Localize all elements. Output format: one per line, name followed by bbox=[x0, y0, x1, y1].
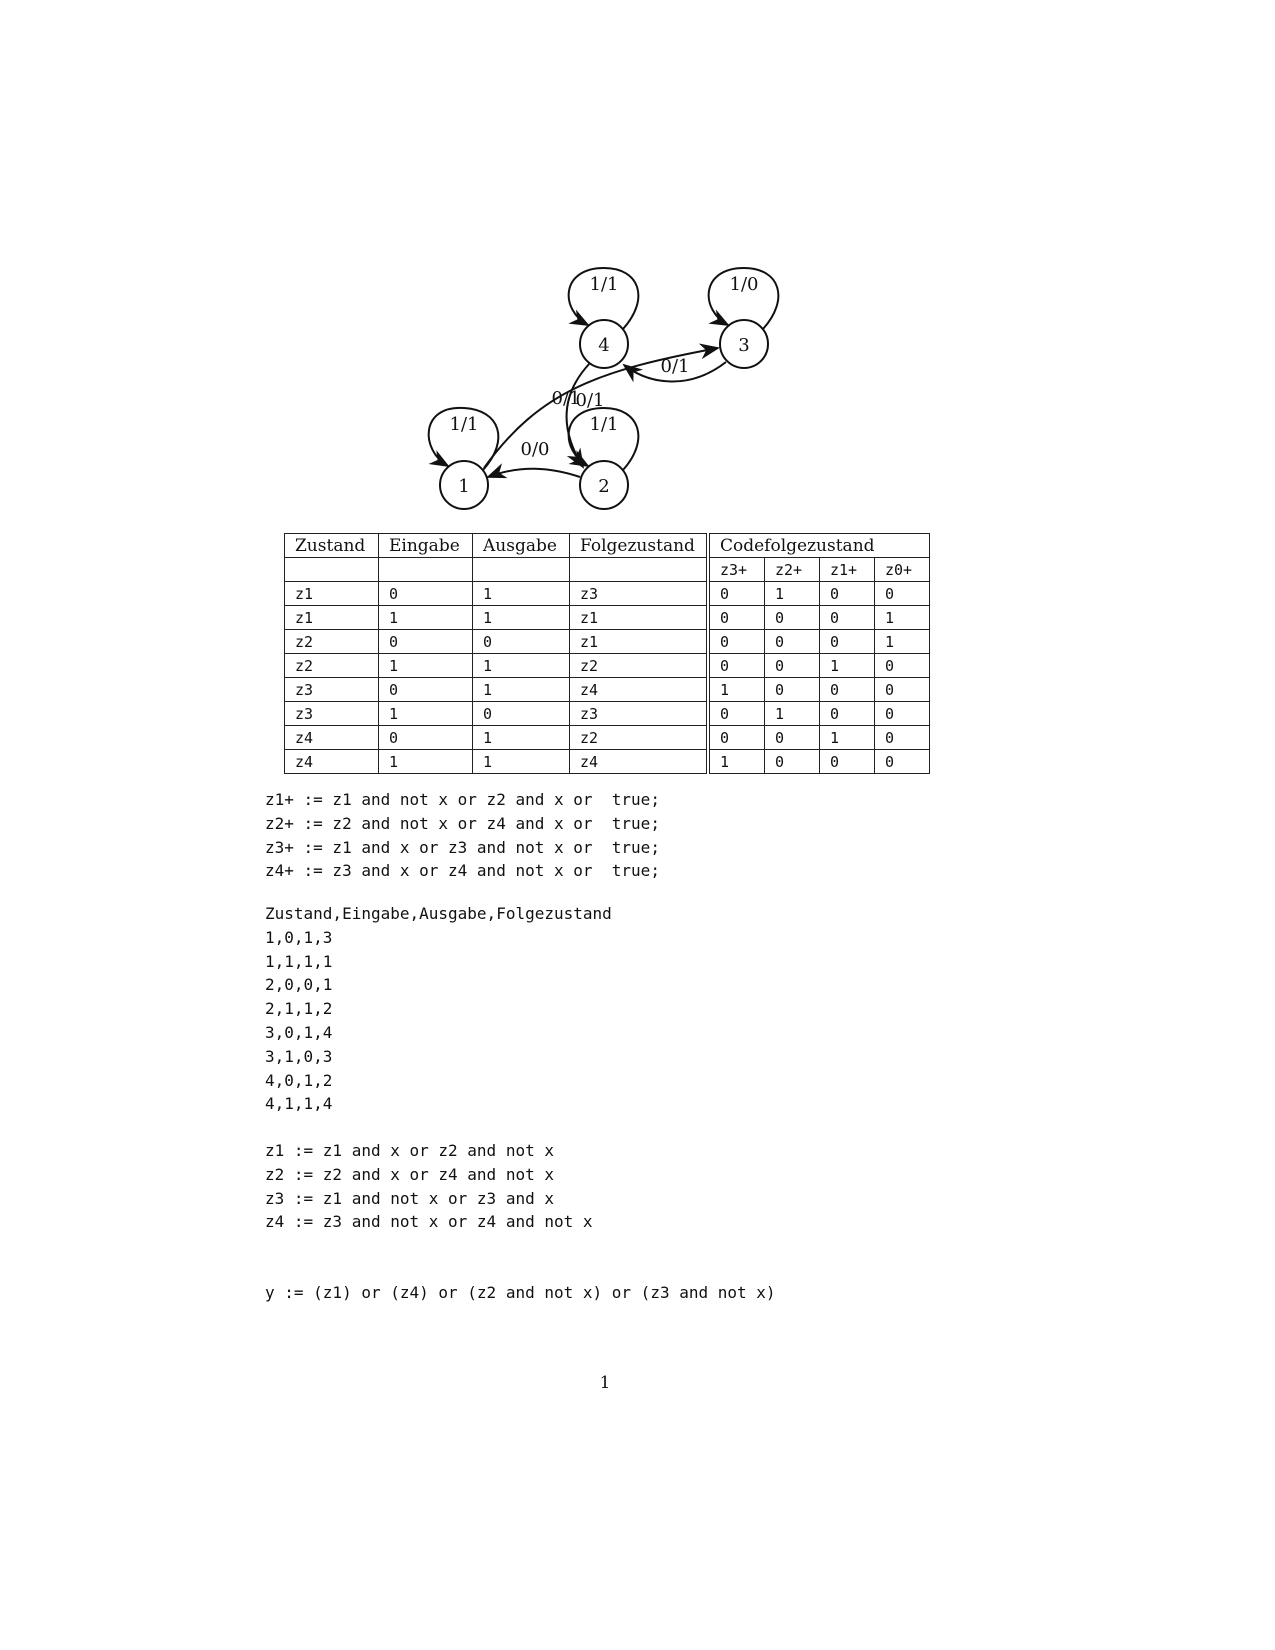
code-line: z4 := z3 and not x or z4 and not x bbox=[265, 1212, 593, 1232]
table-row bbox=[285, 678, 930, 702]
table-cell: z3 bbox=[285, 702, 379, 726]
code-line: Zustand,Eingabe,Ausgabe,Folgezustand bbox=[265, 904, 612, 923]
table-cell: 1 bbox=[379, 750, 473, 774]
table-cell: 0 bbox=[875, 726, 930, 750]
table-cell: z4 bbox=[285, 750, 379, 774]
edge-label: 0/0 bbox=[520, 439, 550, 460]
page-number: 1 bbox=[599, 1373, 611, 1393]
edge-label: 1/1 bbox=[589, 274, 619, 295]
table-row bbox=[285, 654, 930, 678]
table-cell: 0 bbox=[820, 678, 875, 702]
next-state-equations bbox=[265, 788, 660, 883]
table-row bbox=[285, 702, 930, 726]
table-cell: 1 bbox=[875, 630, 930, 654]
table-cell: 1 bbox=[765, 702, 820, 726]
table-cell: z4 bbox=[570, 678, 709, 702]
code-line: z3+ := z1 and x or z3 and not x or true; bbox=[265, 837, 660, 857]
table-cell: 0 bbox=[379, 678, 473, 702]
header-ausgabe: Ausgabe bbox=[473, 534, 570, 558]
table-cell: 1 bbox=[473, 726, 570, 750]
table-cell: 0 bbox=[765, 750, 820, 774]
table-row bbox=[285, 606, 930, 630]
table-cell: 1 bbox=[379, 654, 473, 678]
subheader: z3+ bbox=[708, 558, 765, 582]
edge-label: 0/1 bbox=[551, 388, 581, 409]
code-line: z2+ := z2 and not x or z4 and x or true; bbox=[265, 813, 660, 833]
header-eingabe: Eingabe bbox=[379, 534, 473, 558]
table-cell: z4 bbox=[285, 726, 379, 750]
code-line: 1,0,1,3 bbox=[265, 927, 333, 947]
table-cell: 0 bbox=[875, 654, 930, 678]
table-row bbox=[285, 750, 930, 774]
table-cell: 0 bbox=[875, 678, 930, 702]
table-cell: 1 bbox=[820, 726, 875, 750]
header-folgezustand: Folgezustand bbox=[570, 534, 709, 558]
table-cell: z1 bbox=[285, 582, 379, 606]
table-cell: 0 bbox=[875, 702, 930, 726]
header-codefolgezustand: Codefolgezustand bbox=[708, 534, 930, 558]
edge-label: 1/1 bbox=[589, 414, 619, 435]
table-cell: z1 bbox=[285, 606, 379, 630]
table-cell: 1 bbox=[473, 606, 570, 630]
table-row bbox=[285, 630, 930, 654]
node-label: 3 bbox=[738, 335, 750, 356]
table-cell: 0 bbox=[708, 606, 765, 630]
csv-listing bbox=[265, 902, 612, 1116]
table-cell: 1 bbox=[473, 582, 570, 606]
table-cell: z2 bbox=[570, 726, 709, 750]
edge-label: 1/0 bbox=[729, 274, 759, 295]
table-cell: 0 bbox=[708, 582, 765, 606]
table-cell: z2 bbox=[570, 654, 709, 678]
table-row bbox=[285, 726, 930, 750]
table-cell: 0 bbox=[473, 630, 570, 654]
table-cell: 0 bbox=[379, 582, 473, 606]
table-cell: 1 bbox=[875, 606, 930, 630]
code-line: 2,1,1,2 bbox=[265, 999, 333, 1019]
code-line: 4,1,1,4 bbox=[265, 1094, 333, 1114]
header-zustand: Zustand bbox=[285, 534, 379, 558]
table-cell: 0 bbox=[765, 654, 820, 678]
table-cell: 1 bbox=[708, 678, 765, 702]
table-cell: 0 bbox=[765, 630, 820, 654]
table-cell: 0 bbox=[820, 702, 875, 726]
state-equations bbox=[265, 1139, 593, 1234]
table-cell: 0 bbox=[765, 678, 820, 702]
state-diagram bbox=[0, 0, 1275, 530]
code-line: z4+ := z3 and x or z4 and not x or true; bbox=[265, 861, 660, 881]
table-cell: z3 bbox=[570, 702, 709, 726]
table-cell: z4 bbox=[570, 750, 709, 774]
subheader: z2+ bbox=[765, 558, 820, 582]
output-equation: y := (z1) or (z4) or (z2 and not x) or (z3 and not x) bbox=[265, 1283, 776, 1302]
table-cell: 0 bbox=[820, 582, 875, 606]
table-cell: 0 bbox=[379, 726, 473, 750]
table-cell: 0 bbox=[875, 750, 930, 774]
table-cell: 1 bbox=[765, 582, 820, 606]
table-cell: 1 bbox=[473, 678, 570, 702]
table-cell: 0 bbox=[820, 750, 875, 774]
table-cell: z2 bbox=[285, 630, 379, 654]
table-cell: 1 bbox=[708, 750, 765, 774]
table-cell: z2 bbox=[285, 654, 379, 678]
code-line: z1 := z1 and x or z2 and not x bbox=[265, 1141, 554, 1160]
node-label: 4 bbox=[598, 335, 610, 356]
edge-label: 0/1 bbox=[660, 356, 690, 377]
subheader: z1+ bbox=[820, 558, 875, 582]
table-cell: 0 bbox=[765, 726, 820, 750]
code-line: 3,1,0,3 bbox=[265, 1046, 333, 1066]
table-cell: z1 bbox=[570, 606, 709, 630]
code-line: 2,0,0,1 bbox=[265, 975, 333, 995]
table-cell: z3 bbox=[285, 678, 379, 702]
edge-label: 0/1 bbox=[575, 390, 605, 411]
table-cell: 0 bbox=[875, 582, 930, 606]
table-cell: 0 bbox=[473, 702, 570, 726]
state-table bbox=[284, 533, 930, 774]
edge-label: 1/1 bbox=[449, 414, 479, 435]
code-line: 3,0,1,4 bbox=[265, 1022, 333, 1042]
code-line: 4,0,1,2 bbox=[265, 1070, 333, 1090]
edge-2-to-1 bbox=[488, 469, 580, 477]
table-cell: 0 bbox=[708, 654, 765, 678]
table-cell: 1 bbox=[820, 654, 875, 678]
node-label: 2 bbox=[598, 476, 610, 497]
code-line: 1,1,1,1 bbox=[265, 951, 333, 971]
table-cell: 1 bbox=[379, 606, 473, 630]
table-cell: 1 bbox=[473, 750, 570, 774]
table-cell: z1 bbox=[570, 630, 709, 654]
table-cell: 0 bbox=[820, 606, 875, 630]
subheader: z0+ bbox=[875, 558, 930, 582]
code-line: z1+ := z1 and not x or z2 and x or true; bbox=[265, 790, 660, 809]
table-cell: 1 bbox=[379, 702, 473, 726]
node-label: 1 bbox=[458, 476, 470, 497]
table-cell: 1 bbox=[473, 654, 570, 678]
table-cell: 0 bbox=[708, 726, 765, 750]
table-cell: 0 bbox=[820, 630, 875, 654]
table-cell: 0 bbox=[708, 630, 765, 654]
table-row bbox=[285, 582, 930, 606]
table-cell: z3 bbox=[570, 582, 709, 606]
code-line: z3 := z1 and not x or z3 and x bbox=[265, 1188, 554, 1208]
table-cell: 0 bbox=[379, 630, 473, 654]
code-line: z2 := z2 and x or z4 and not x bbox=[265, 1164, 554, 1184]
table-cell: 0 bbox=[765, 606, 820, 630]
table-cell: 0 bbox=[708, 702, 765, 726]
